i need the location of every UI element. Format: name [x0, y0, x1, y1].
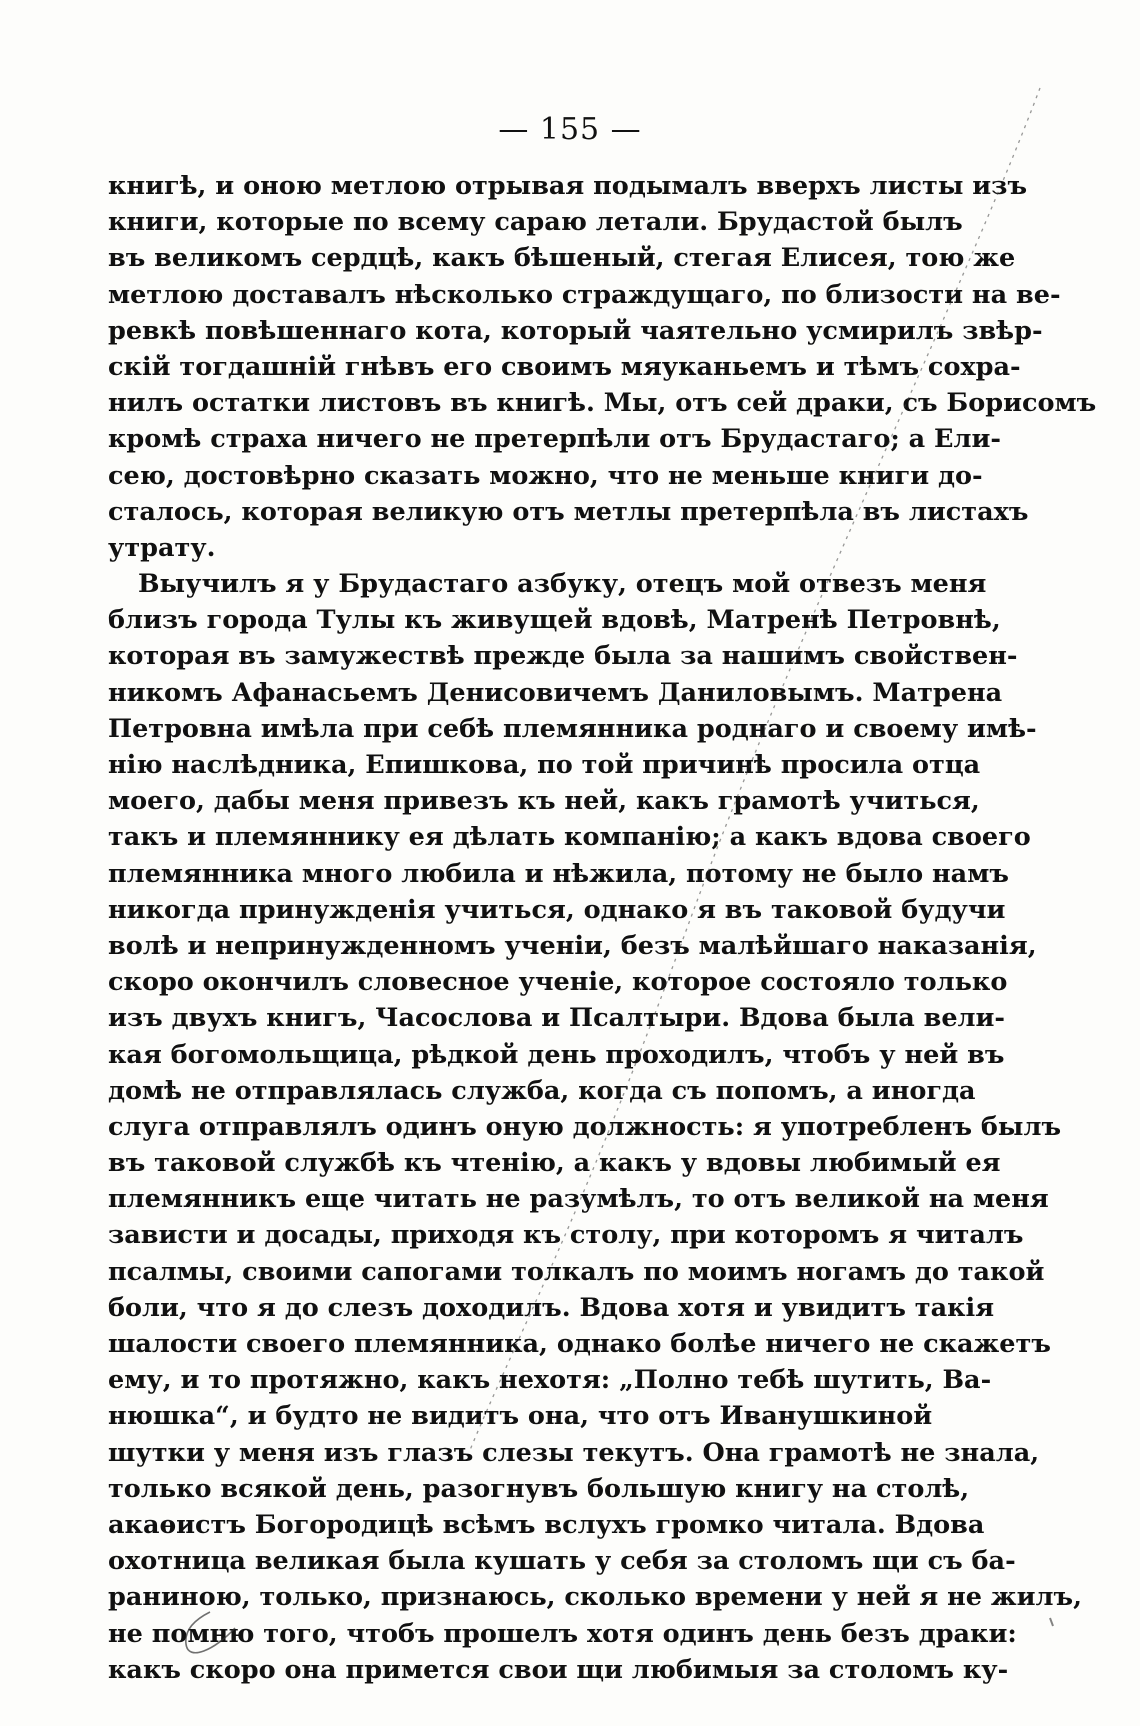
text-line: не помню того, чтобъ прошелъ хотя одинъ день безъ драки:: [108, 1618, 1017, 1649]
text-line: ему, и то протяжно, какъ нехотя: „Полно тебѣ шутить, Ва-: [108, 1365, 992, 1396]
text-line: кая богомольщица, рѣдкой день проходилъ, чтобъ у ней въ: [108, 1039, 1005, 1070]
text-line: въ таковой службѣ къ чтенію, а какъ у вдовы любимый ея: [108, 1148, 1001, 1179]
text-line: какъ скоро она примется свои щи любимыя за столомъ ку-: [108, 1654, 1009, 1685]
body-text: [108, 168, 1097, 1688]
text-line: охотница великая была кушать у себя за столомъ щи съ ба-: [108, 1546, 1016, 1577]
paragraph-2: [108, 566, 1082, 1688]
text-line: домѣ не отправлялась служба, когда съ попомъ, а иногда: [108, 1075, 976, 1106]
text-line: только всякой день, разогнувъ большую книгу на столѣ,: [108, 1473, 970, 1504]
text-line: племянникъ еще читать не разумѣлъ, то отъ великой на меня: [108, 1184, 1049, 1215]
text-line: никомъ Афанасьемъ Денисовичемъ Даниловымъ. Матрена: [108, 677, 1003, 708]
text-line: кромѣ страха ничего не претерпѣли отъ Брудастаго; а Ели-: [108, 424, 1001, 455]
text-line: псалмы, своими сапогами толкалъ по моимъ ногамъ до такой: [108, 1256, 1045, 1287]
text-line: которая въ замужествѣ прежде была за нашимъ свойствен-: [108, 641, 1018, 672]
text-line: нію наслѣдника, Епишкова, по той причинѣ просила отца: [108, 750, 981, 780]
text-line: зависти и досады, приходя къ столу, при которомъ я читалъ: [108, 1220, 1024, 1251]
text-line: волѣ и непринужденномъ ученіи, безъ малѣйшаго наказанія,: [108, 930, 1037, 961]
text-line: раниною, только, признаюсь, сколько времени у ней я не жилъ,: [108, 1582, 1082, 1613]
scan-speck: [1050, 1618, 1053, 1626]
text-line: нилъ остатки листовъ въ книгѣ. Мы, отъ сей драки, съ Борисомъ: [108, 388, 1097, 419]
text-line: сталось, которая великую отъ метлы претерпѣла въ листахъ: [108, 496, 1029, 527]
text-line: шутки у меня изъ глазъ слезы текутъ. Она грамотѣ не знала,: [108, 1437, 1040, 1468]
text-line: скій тогдашній гнѣвъ его своимъ мяуканьемъ и тѣмъ сохра-: [108, 351, 1021, 382]
text-line: ревкѣ повѣшеннаго кота, который чаятельно усмирилъ звѣр-: [108, 315, 1043, 346]
text-line: близъ города Тулы къ живущей вдовѣ, Матренѣ Петровнѣ,: [108, 605, 1001, 636]
text-line: нюшка“, и будто не видитъ она, что отъ Иванушкиной: [108, 1401, 933, 1432]
text-line: сею, достовѣрно сказать можно, что не меньше книги до-: [108, 460, 983, 491]
text-line: никогда принужденія учиться, однако я въ таковой будучи: [108, 894, 1006, 925]
text-line: изъ двухъ книгъ, Часослова и Псалтыри. Вдова была вели-: [108, 1003, 1006, 1034]
page-number: — 155 —: [498, 112, 642, 147]
text-line: скоро окончилъ словесное ученіе, которое состояло только: [108, 967, 1008, 998]
paragraph-1: [108, 168, 1097, 566]
text-line: въ великомъ сердцѣ, какъ бѣшеный, стегая Елисея, тою же: [108, 243, 1016, 274]
text-line: книгѣ, и оною метлою отрывая подымалъ вверхъ листы изъ: [108, 171, 1028, 201]
text-line: Выучилъ я у Брудастаго азбуку, отецъ мой отвезъ меня: [138, 569, 987, 600]
text-line: Петровна имѣла при себѣ племянника роднаго и своему имѣ-: [108, 713, 1037, 744]
text-line: шалости своего племянника, однако болѣе ничего не скажетъ: [108, 1329, 1051, 1359]
text-line: утрату.: [108, 532, 216, 563]
text-line: метлою доставалъ нѣсколько страждущаго, по близости на ве-: [108, 279, 1061, 310]
text-line: племянника много любила и нѣжила, потому не было намъ: [108, 858, 1009, 889]
text-line: акаѳистъ Богородицѣ всѣмъ вслухъ громко читала. Вдова: [108, 1509, 985, 1540]
text-line: слуга отправлялъ одинъ оную должность: я употребленъ былъ: [108, 1111, 1062, 1142]
text-line: моего, дабы меня привезъ къ ней, какъ грамотѣ учиться,: [108, 786, 980, 817]
text-line: боли, что я до слезъ доходилъ. Вдова хотя и увидитъ такія: [108, 1292, 995, 1323]
text-line: книги, которые по всему сараю летали. Брудастой былъ: [108, 207, 963, 238]
text-line: такъ и племяннику ея дѣлать компанію; а какъ вдова своего: [108, 822, 1031, 853]
